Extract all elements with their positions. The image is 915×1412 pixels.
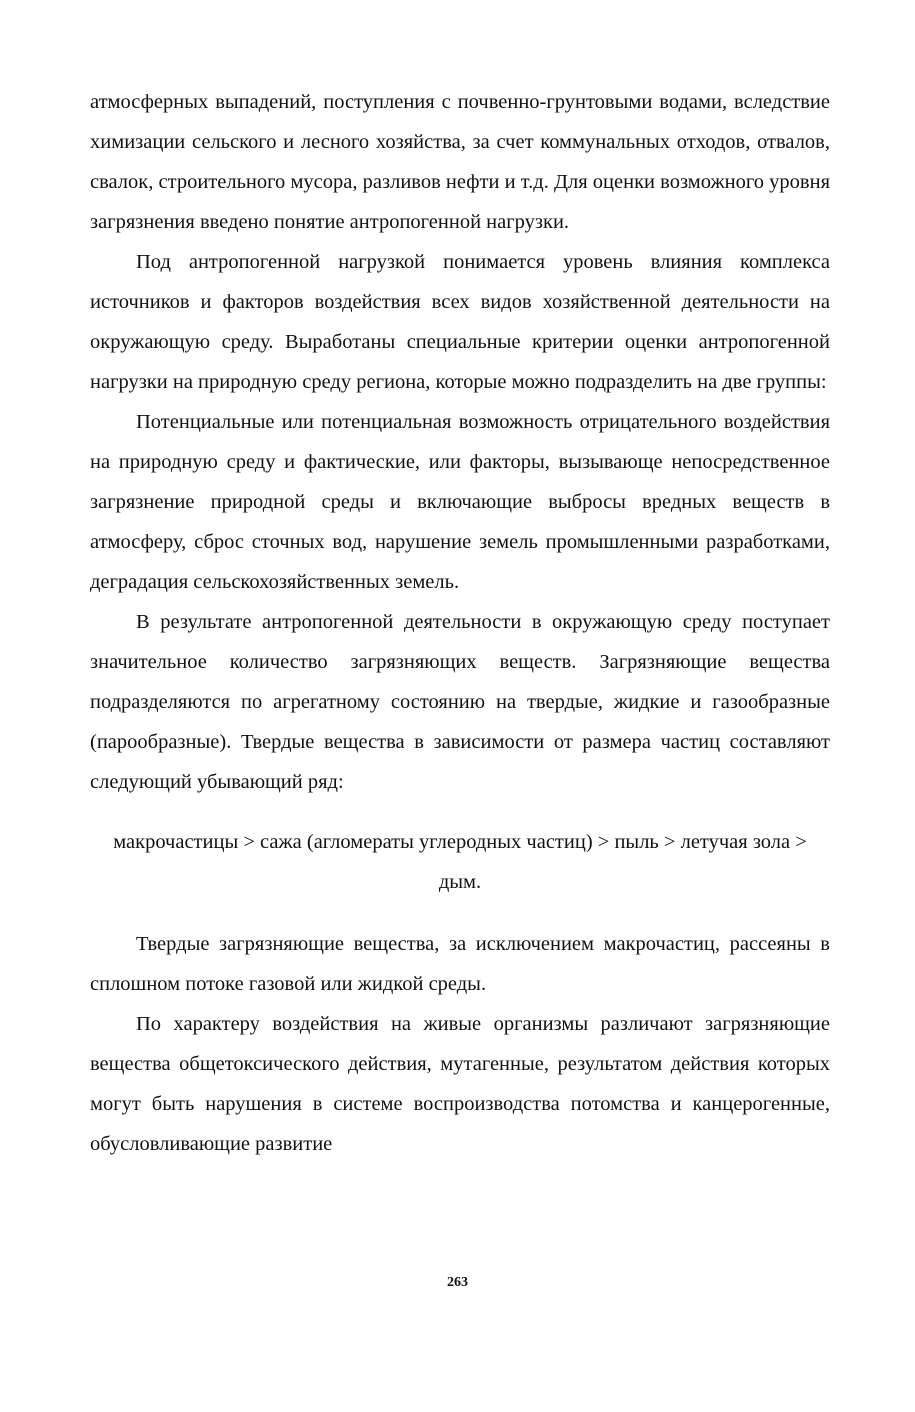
- paragraph-impact-types: По характеру воздействия на живые организмы различают загрязняющие вещества общетоксического действия, мутагенные, результатом действия которых могут быть нарушения в системе воспроизводства потомства и канцерогенные, обусловливающие развитие: [90, 1013, 830, 1155]
- paragraph-pollutants: В результате антропогенной деятельности в окружающую среду поступает значительное количество загрязняющих веществ. Загрязняющие вещества подразделяются по агрегатному состоянию на твердые, жидкие и газообразные (парообразные). Твердые вещества в зависимости от размера частиц составляют следующий убывающий ряд:: [90, 611, 830, 793]
- body-text: [90, 82, 830, 1164]
- particle-size-series: макрочастицы > сажа (агломераты углеродных частиц) > пыль > летучая зола > дым.: [113, 831, 807, 893]
- paragraph-continuation: атмосферных выпадений, поступления с почвенно-грунтовыми водами, вследствие химизации сельского и лесного хозяйства, за счет коммунальных отходов, отвалов, свалок, строительного мусора, разливов нефти и т.д. Для оценки возможного уровня загрязнения введено понятие антропогенной нагрузки.: [90, 91, 830, 233]
- paragraph-solid-pollutants: Твердые загрязняющие вещества, за исключением макрочастиц, рассеяны в сплошном потоке газовой или жидкой среды.: [90, 933, 830, 995]
- paragraph-potential-factors: Потенциальные или потенциальная возможность отрицательного воздействия на природную среду и фактические, или факторы, вызывающе непосредственное загрязнение природной среды и включающие выбросы вредных веществ в атмосферу, сброс сточных вод, нарушение земель промышленными разработками, деградация сельскохозяйственных земель.: [90, 411, 830, 593]
- page-number: 263: [447, 1275, 468, 1290]
- paragraph-anthropogenic-load: Под антропогенной нагрузкой понимается уровень влияния комплекса источников и факторов воздействия всех видов хозяйственной деятельности на окружающую среду. Выработаны специальные критерии оценки антропогенной нагрузки на природную среду региона, которые можно подразделить на две группы:: [90, 251, 830, 393]
